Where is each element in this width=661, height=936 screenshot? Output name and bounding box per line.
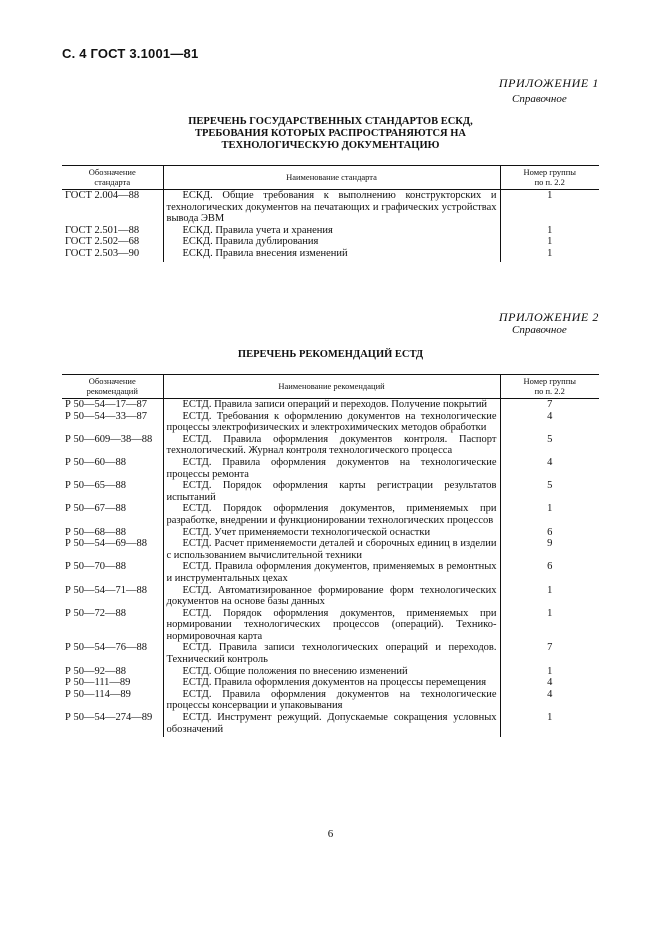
row-group: 1 [500, 666, 599, 678]
row-name: ЕСКД. Общие требования к выполнению конструкторских и технологических документов на печатающих и графических устройствах вывода ЭВМ [166, 190, 497, 225]
table-row [62, 411, 599, 434]
row-group: 5 [500, 480, 599, 503]
appendix2-title: ПЕРЕЧЕНЬ РЕКОМЕНДАЦИЙ ЕСТД [237, 349, 424, 360]
table-row [62, 561, 599, 584]
row-name: ЕСТД. Автоматизированное формирование форм технологических документов на основе базы данных [166, 584, 497, 608]
header-text: Обозначение [88, 376, 136, 386]
table-header-row [62, 375, 599, 399]
row-name-cell [163, 225, 500, 237]
table-header-row [62, 166, 599, 190]
row-code: Р 50—54—76—88 [65, 642, 147, 654]
row-name-cell [163, 503, 500, 526]
row-code: Р 50—60—88 [65, 456, 126, 468]
row-name-cell [163, 642, 500, 665]
row-group: 1 [500, 236, 599, 248]
table-row [62, 642, 599, 665]
code-column-header [62, 166, 163, 190]
row-group: 1 [500, 585, 599, 608]
row-code: ГОСТ 2.501—88 [65, 224, 140, 236]
row-group: 4 [500, 411, 599, 434]
row-name: ЕСТД. Правила оформления документов контроля. Паспорт технологический. Журнал контроля технологического процесса [166, 433, 497, 457]
row-code: Р 50—65—88 [65, 480, 126, 492]
row-name-cell [163, 248, 500, 262]
header-text: Номер группы [523, 167, 576, 177]
appendix1-label: ПРИЛОЖЕНИЕ 1 [498, 76, 599, 90]
row-group: 7 [500, 399, 599, 411]
table-row [62, 527, 599, 539]
table-row [62, 236, 599, 248]
table-row [62, 608, 599, 643]
standards-table-body [62, 190, 599, 262]
appendix1-title-line: ТЕХНОЛОГИЧЕСКУЮ ДОКУМЕНТАЦИЮ [221, 140, 440, 151]
row-code: Р 50—68—88 [65, 526, 126, 538]
name-column-header: Наименование рекомендаций [163, 375, 500, 399]
row-name: ЕСТД. Общие положения по внесению изменений [182, 665, 408, 677]
row-name: ЕСТД. Порядок оформления документов, применяемых при нормировании технологических процессов (операций). Технико-нормировочная карта [166, 607, 497, 642]
row-name-cell [163, 527, 500, 539]
row-group: 1 [500, 248, 599, 262]
row-name: ЕСТД. Расчет применяемости деталей и сборочных единиц в изделии с использованием вычислительной техники [166, 538, 497, 561]
row-code: Р 50—54—71—88 [65, 584, 147, 596]
table-row [62, 190, 599, 225]
row-name-cell [163, 411, 500, 434]
row-name: ЕСТД. Порядок оформления документов, применяемых при разработке, внедрении и функционировании технологических процессов [166, 503, 497, 526]
group-column-header [500, 375, 599, 399]
row-name-cell [163, 434, 500, 457]
standards-table [62, 165, 599, 262]
row-code: Р 50—67—88 [65, 503, 126, 515]
header-text: по п. 2.2 [534, 385, 565, 396]
header-text: Обозначение [88, 167, 136, 177]
row-name: ЕСТД. Правила записи операций и переходов. Получение покрытий [182, 399, 488, 410]
row-group: 7 [500, 642, 599, 665]
row-name: ЕСТД. Учет применяемости технологической оснастки [182, 526, 431, 538]
row-name-cell [163, 236, 500, 248]
row-code: Р 50—54—69—88 [65, 538, 147, 550]
row-name: ЕСТД. Порядок оформления карты регистрации результатов испытаний [166, 480, 497, 503]
header-text: рекомендаций [86, 385, 138, 396]
table-row [62, 457, 599, 480]
appendix1-title-line: ПЕРЕЧЕНЬ ГОСУДАРСТВЕННЫХ СТАНДАРТОВ ЕСКД, [188, 116, 473, 127]
appendix2-sub: Справочное [512, 324, 567, 336]
table-row [62, 585, 599, 608]
row-group: 9 [500, 538, 599, 561]
row-name-cell [163, 666, 500, 678]
row-name-cell [163, 457, 500, 480]
row-code: ГОСТ 2.004—88 [65, 190, 140, 201]
row-name: ЕСКД. Правила дублирования [182, 236, 319, 248]
row-name-cell [163, 585, 500, 608]
table-row [62, 538, 599, 561]
page-number: 6 [327, 828, 334, 840]
row-group: 1 [500, 503, 599, 526]
row-name-cell [163, 689, 500, 712]
row-name: ЕСКД. Правила учета и хранения [182, 224, 333, 236]
table-row [62, 248, 599, 262]
table-row [62, 225, 599, 237]
appendix1-title-line: ТРЕБОВАНИЯ КОТОРЫХ РАСПРОСТРАНЯЮТСЯ НА [194, 128, 467, 139]
row-code: Р 50—54—33—87 [65, 410, 147, 422]
row-group: 1 [500, 225, 599, 237]
table-row [62, 399, 599, 411]
row-name: ЕСТД. Правила оформления документов на процессы перемещения [182, 677, 487, 689]
page-header: С. 4 ГОСТ 3.1001—81 [62, 46, 199, 61]
group-column-header [500, 166, 599, 190]
row-group: 4 [500, 677, 599, 689]
row-name: ЕСТД. Правила оформления документов на технологические процессы ремонта [166, 456, 497, 480]
row-name-cell [163, 712, 500, 737]
row-group: 4 [500, 689, 599, 712]
appendix1-title [62, 116, 599, 152]
recommendations-table [62, 374, 599, 737]
row-code: Р 50—54—274—89 [65, 712, 153, 724]
table-row [62, 503, 599, 526]
row-code: Р 50—92—88 [65, 665, 126, 677]
row-code: Р 50—609—38—88 [65, 433, 153, 445]
row-code: Р 50—72—88 [65, 607, 126, 619]
row-name: ЕСТД. Правила записи технологических операций и переходов. Технический контроль [166, 642, 497, 666]
row-code: Р 50—114—89 [65, 688, 131, 700]
row-group: 4 [500, 457, 599, 480]
name-column-header: Наименование стандарта [163, 166, 500, 190]
row-name-cell [163, 480, 500, 503]
header-text: стандарта [94, 176, 131, 187]
row-group: 6 [500, 561, 599, 584]
row-group: 1 [500, 608, 599, 643]
table-row [62, 434, 599, 457]
table-row [62, 689, 599, 712]
row-name: ЕСТД. Требования к оформлению документов на технологические процессы электрофизических и электрохимических методов обработки [166, 410, 497, 434]
row-code: ГОСТ 2.503—90 [65, 247, 140, 259]
row-group: 1 [500, 712, 599, 737]
row-name-cell [163, 608, 500, 643]
header-text: Номер группы [523, 376, 576, 386]
code-column-header [62, 375, 163, 399]
row-group: 6 [500, 527, 599, 539]
row-name-cell [163, 677, 500, 689]
row-name-cell [163, 399, 500, 411]
recommendations-table-body [62, 399, 599, 738]
row-name-cell [163, 538, 500, 561]
row-code: Р 50—111—89 [65, 677, 131, 689]
row-code: Р 50—70—88 [65, 561, 126, 573]
table-row [62, 480, 599, 503]
row-name: ЕСТД. Инструмент режущий. Допускаемые сокращения условных обозначений [166, 712, 497, 735]
header-text: по п. 2.2 [534, 176, 565, 187]
appendix1-sub: Справочное [512, 93, 567, 105]
appendix2-label: ПРИЛОЖЕНИЕ 2 [498, 310, 599, 324]
row-group: 5 [500, 434, 599, 457]
row-code: Р 50—54—17—87 [65, 399, 147, 410]
table-row [62, 666, 599, 678]
table-row [62, 712, 599, 737]
row-name-cell [163, 190, 500, 225]
row-code: ГОСТ 2.502—68 [65, 236, 140, 248]
table-row [62, 677, 599, 689]
row-name-cell [163, 561, 500, 584]
row-name: ЕСКД. Правила внесения изменений [182, 247, 348, 259]
row-group: 1 [500, 190, 599, 225]
row-name: ЕСТД. Правила оформления документов, применяемых в ремонтных и инструментальных цехах [166, 561, 497, 584]
row-name: ЕСТД. Правила оформления документов на технологические процессы консервации и упаковывания [166, 688, 497, 712]
